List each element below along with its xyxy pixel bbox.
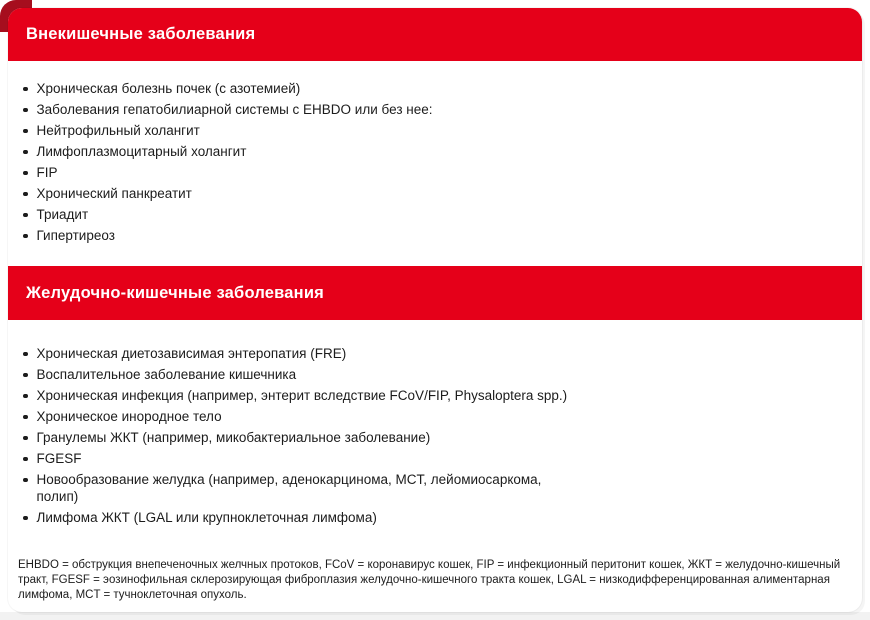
bullet-icon <box>23 373 28 378</box>
bullet-icon <box>23 436 28 441</box>
bullet-icon <box>23 171 28 176</box>
list-item-text: FIP <box>36 165 58 180</box>
bullet-icon <box>23 150 28 155</box>
list-item-text: Триадит <box>36 207 89 222</box>
bullet-icon <box>23 394 28 399</box>
bullet-icon <box>23 213 28 218</box>
list-item <box>8 164 842 181</box>
list-item <box>8 429 842 446</box>
list-item-text: Гранулемы ЖКТ (например, микобактериальное заболевание) <box>36 430 431 445</box>
section-header <box>8 8 862 61</box>
list-item-text: Гипертиреоз <box>36 228 115 243</box>
list-item-text: Заболевания гепатобилиарной системы с EHBDO или без нее: <box>36 102 433 117</box>
bullet-icon <box>23 415 28 420</box>
list-item-text: Хроническая диетозависимая энтеропатия (FRE) <box>36 346 347 361</box>
list-item-text: Хроническая инфекция (например, энтерит вследствие FCoV/FIP, Physaloptera spp.) <box>36 388 568 403</box>
list-item <box>8 227 842 244</box>
list-item-text: Воспалительное заболевание кишечника <box>36 367 297 382</box>
page-bottom-strip <box>0 612 870 620</box>
bullet-icon <box>23 352 28 357</box>
bullet-icon <box>23 108 28 113</box>
bullet-icon <box>23 234 28 239</box>
list-item <box>8 408 842 425</box>
list-item <box>8 206 842 223</box>
list-item <box>8 80 842 97</box>
list-item <box>8 122 842 139</box>
list-item-text: Хроническая болезнь почек (с азотемией) <box>36 81 301 96</box>
list-item <box>8 509 842 526</box>
list-item-text: Лимфоплазмоцитарный холангит <box>36 144 247 159</box>
abbreviations-footnote: EHBDO = обструкция внепеченочных желчных протоков, FCoV = коронавирус кошек, FIP = инфекционный перитонит кошек, ЖКТ = желудочно-кишечный тракт, FGESF = эозинофильная склерозирующая фиброплазия желудочно-кишечного тракта кошек, LGAL = низкодифференцированная алиментарная лимфома, MCT = тучноклеточная опухоль. <box>18 558 841 601</box>
section-title: Внекишечные заболевания <box>26 25 256 43</box>
disease-list <box>8 61 862 266</box>
section-header <box>8 266 862 320</box>
table-card <box>8 8 862 612</box>
section-title: Желудочно-кишечные заболевания <box>26 283 324 302</box>
bullet-icon <box>23 457 28 462</box>
list-item <box>8 450 842 467</box>
disease-list <box>8 320 862 526</box>
bullet-icon <box>23 478 28 483</box>
list-item-text: Хроническое инородное тело <box>36 409 222 424</box>
list-item <box>8 366 842 383</box>
list-item <box>8 387 842 404</box>
list-item <box>8 101 842 118</box>
list-item-text: Нейтрофильный холангит <box>36 123 200 138</box>
list-item <box>8 185 842 202</box>
list-item <box>8 143 842 160</box>
list-item-text: Лимфома ЖКТ (LGAL или крупноклеточная лимфома) <box>36 510 377 525</box>
bullet-icon <box>23 87 28 92</box>
section-gastrointestinal <box>8 266 862 526</box>
bullet-icon <box>23 129 28 134</box>
list-item-text: Хронический панкреатит <box>36 186 192 201</box>
list-item-text: Новообразование желудка (например, аденокарцинома, MCT, лейомиосаркома, полип) <box>36 472 542 504</box>
bullet-icon <box>23 516 28 521</box>
list-item <box>8 471 842 505</box>
list-item <box>8 345 842 362</box>
bullet-icon <box>23 192 28 197</box>
section-extraintestinal <box>8 8 862 266</box>
list-item-text: FGESF <box>36 451 82 466</box>
